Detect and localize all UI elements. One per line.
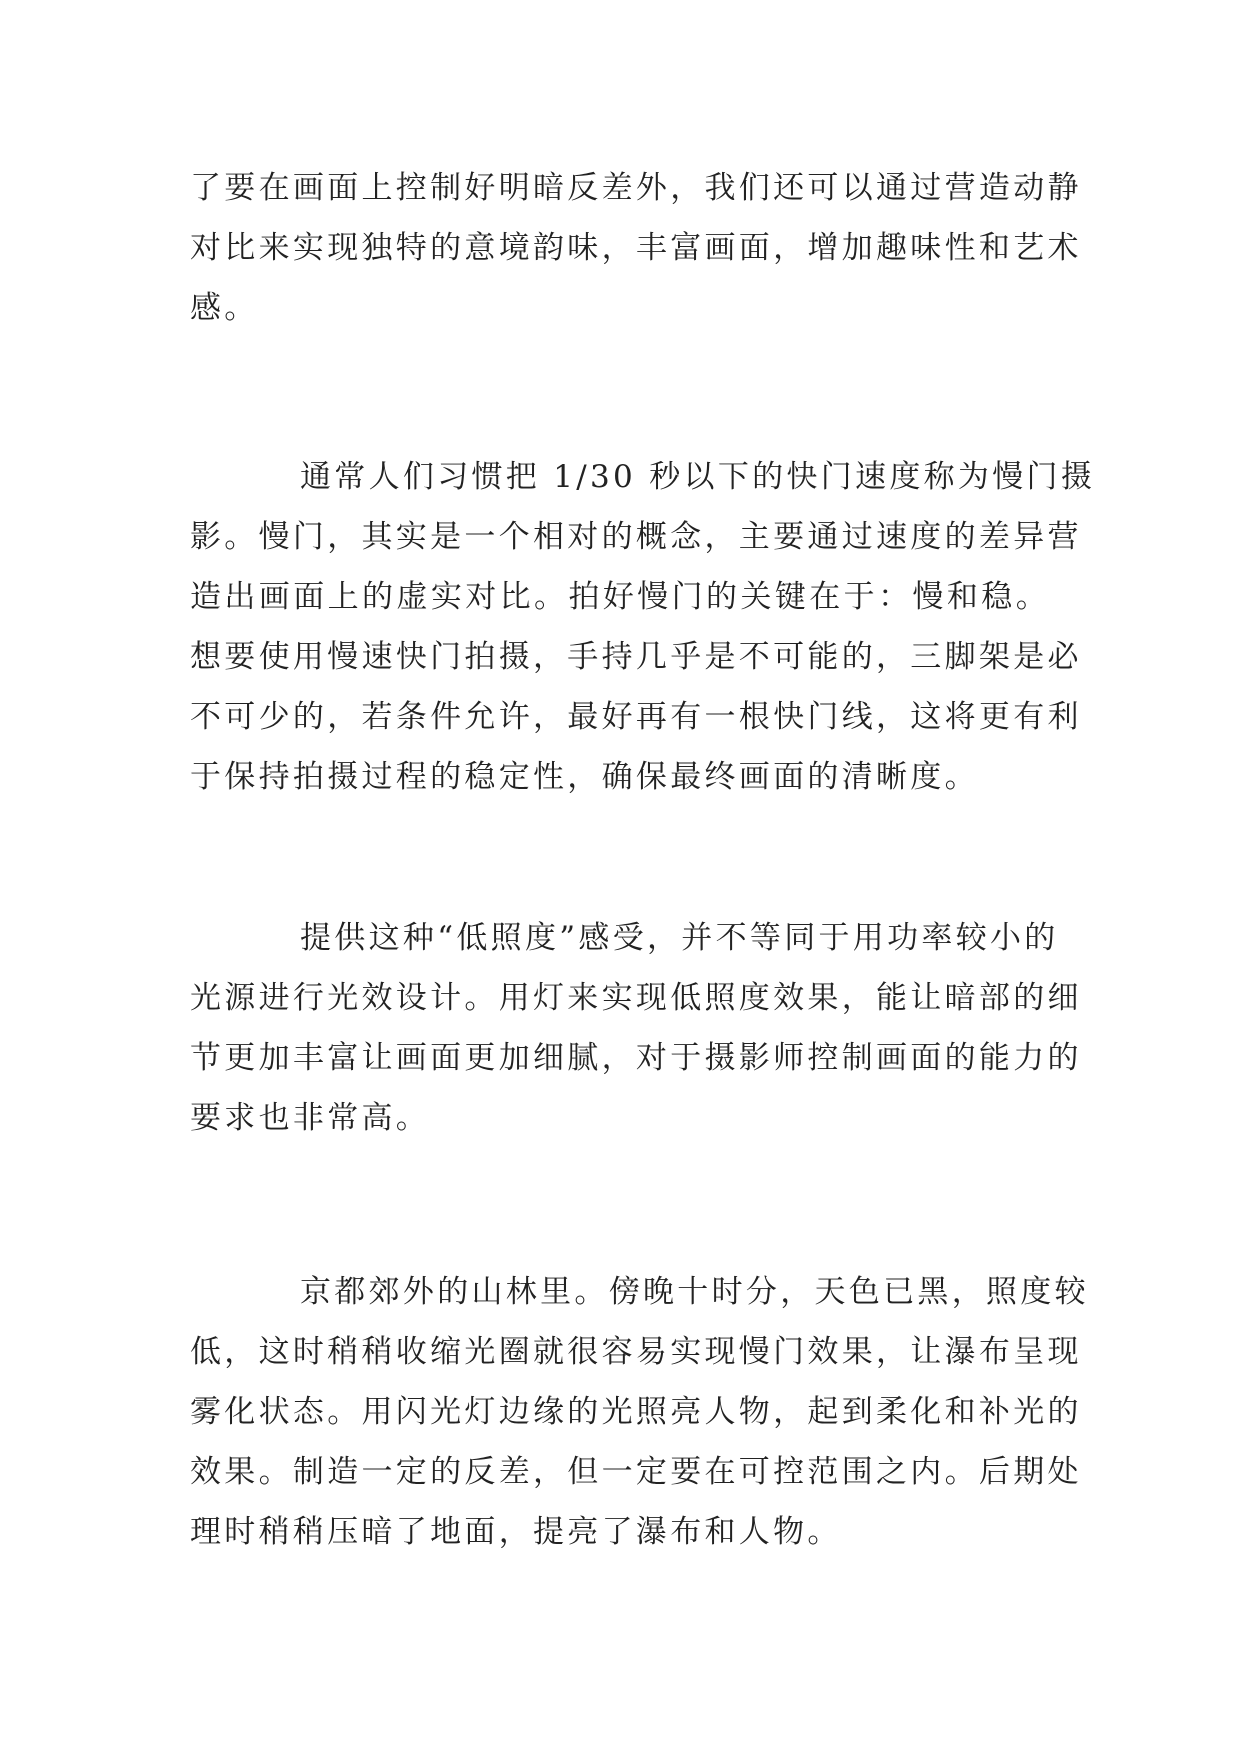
paragraph-line: 低，这时稍稍收缩光圈就很容易实现慢门效果，让瀑布呈现 [190, 1334, 1082, 1370]
paragraph-2 [190, 447, 1096, 807]
paragraph-line: 效果。制造一定的反差，但一定要在可控范围之内。后期处 [190, 1454, 1082, 1490]
paragraph-line: 提供这种“低照度”感受，并不等同于用功率较小的 [300, 920, 1059, 956]
paragraph-line: 节更加丰富让画面更加细腻，对于摄影师控制画面的能力的 [190, 1040, 1082, 1076]
paragraph-line: 光源进行光效设计。用灯来实现低照度效果，能让暗部的细 [190, 980, 1082, 1016]
paragraph-line: 影。慢门，其实是一个相对的概念，主要通过速度的差异营 [190, 519, 1082, 555]
paragraph-line: 京都郊外的山林里。傍晚十时分，天色已黑，照度较 [300, 1274, 1089, 1310]
paragraph-line: 想要使用慢速快门拍摄，手持几乎是不可能的，三脚架是必 [190, 639, 1082, 675]
paragraph-line: 了要在画面上控制好明暗反差外，我们还可以通过营造动静 [190, 170, 1082, 206]
paragraph-line: 感。 [190, 290, 259, 326]
paragraph-line: 对比来实现独特的意境韵味，丰富画面，增加趣味性和艺术 [190, 230, 1082, 266]
paragraph-4 [190, 1262, 1089, 1562]
paragraph-line: 于保持拍摄过程的稳定性，确保最终画面的清晰度。 [190, 759, 979, 795]
paragraph-line: 通常人们习惯把 1/30 秒以下的快门速度称为慢门摄 [300, 459, 1096, 495]
paragraph-line: 理时稍稍压暗了地面，提亮了瀑布和人物。 [190, 1514, 842, 1550]
paragraph-line: 雾化状态。用闪光灯边缘的光照亮人物，起到柔化和补光的 [190, 1394, 1082, 1430]
paragraph-line: 造出画面上的虚实对比。拍好慢门的关键在于：慢和稳。 [190, 579, 1050, 615]
paragraph-1 [190, 158, 1082, 338]
paragraph-3 [190, 908, 1082, 1148]
paragraph-line: 要求也非常高。 [190, 1100, 431, 1136]
paragraph-line: 不可少的，若条件允许，最好再有一根快门线，这将更有利 [190, 699, 1082, 735]
